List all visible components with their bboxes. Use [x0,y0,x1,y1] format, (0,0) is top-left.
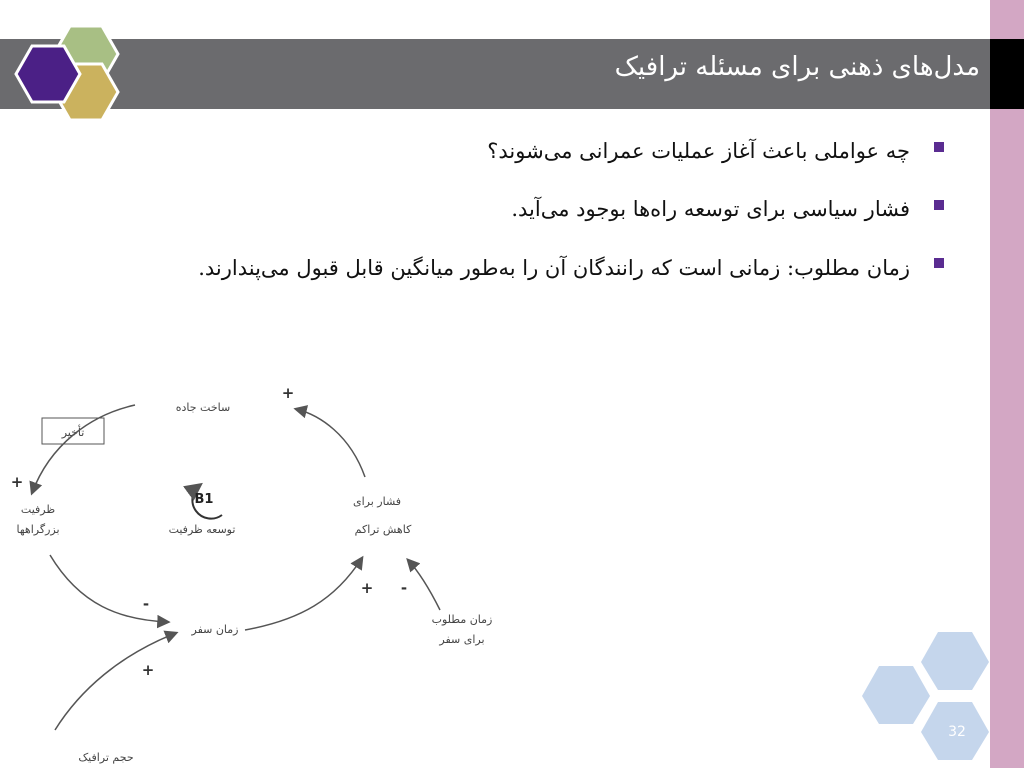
arrow-volume-to-time [55,633,176,730]
blue-hexagon-left [862,666,930,724]
bullet-square-icon [934,200,944,210]
bullet-item-1 [152,124,932,178]
title-bar-end [990,39,1024,109]
bullet-square-icon [934,142,944,152]
node-pressure-1: فشار برای [352,495,402,508]
arrow-desired-to-pressure [408,560,440,610]
sign-time-to-pressure: + [360,579,374,597]
node-desired-time-2: برای سفر [439,633,485,646]
sign-capacity-to-time: - [142,595,150,613]
bullet-text-2: فشار سیاسی برای توسعه راه‌ها بوجود می‌آید. [511,197,910,221]
arrow-pressure-to-road [296,409,365,477]
node-road-building: ساخت جاده [175,401,231,414]
node-delay: تأخیر [61,426,85,439]
hexagon-logo-icon [6,18,132,128]
node-traffic-volume: حجم ترافیک [78,751,134,764]
bullet-text-3: زمان مطلوب: زمانی است که رانندگان آن را به‌طور میانگین قابل قبول می‌پندارند. [198,256,910,280]
loop-b1-id: B1 [194,492,214,507]
bullet-item-2 [152,182,932,236]
node-travel-time: زمان سفر [191,623,239,636]
sign-pressure-to-road: + [281,384,295,402]
causal-loop-diagram [0,365,520,768]
bullet-square-icon [934,258,944,268]
arrow-time-to-pressure [245,558,362,630]
node-desired-time-1: زمان مطلوب [431,613,493,626]
blue-hexagon-top [921,632,989,690]
slide-title: مدل‌های ذهنی برای مسئله ترافیک [614,52,980,82]
bullet-list [152,124,932,300]
sign-desired-to-pressure: - [400,579,408,597]
bullet-text-1: چه عواملی باعث آغاز عملیات عمرانی می‌شوند؟ [487,139,910,163]
page-hexagons [856,628,996,768]
sign-delay-to-capacity: + [10,473,24,491]
loop-b1-label: توسعه ظرفیت [168,523,236,536]
node-highway-capacity-1: ظرفیت [20,503,56,516]
sign-volume-to-time: + [141,661,155,679]
arrow-capacity-to-time [50,555,168,622]
node-highway-capacity-2: بزرگراهها [16,523,60,536]
page-number: 32 [948,724,966,740]
purple-hexagon [16,46,80,102]
node-pressure-2: کاهش تراکم [354,523,412,536]
bullet-item-3 [152,240,932,296]
